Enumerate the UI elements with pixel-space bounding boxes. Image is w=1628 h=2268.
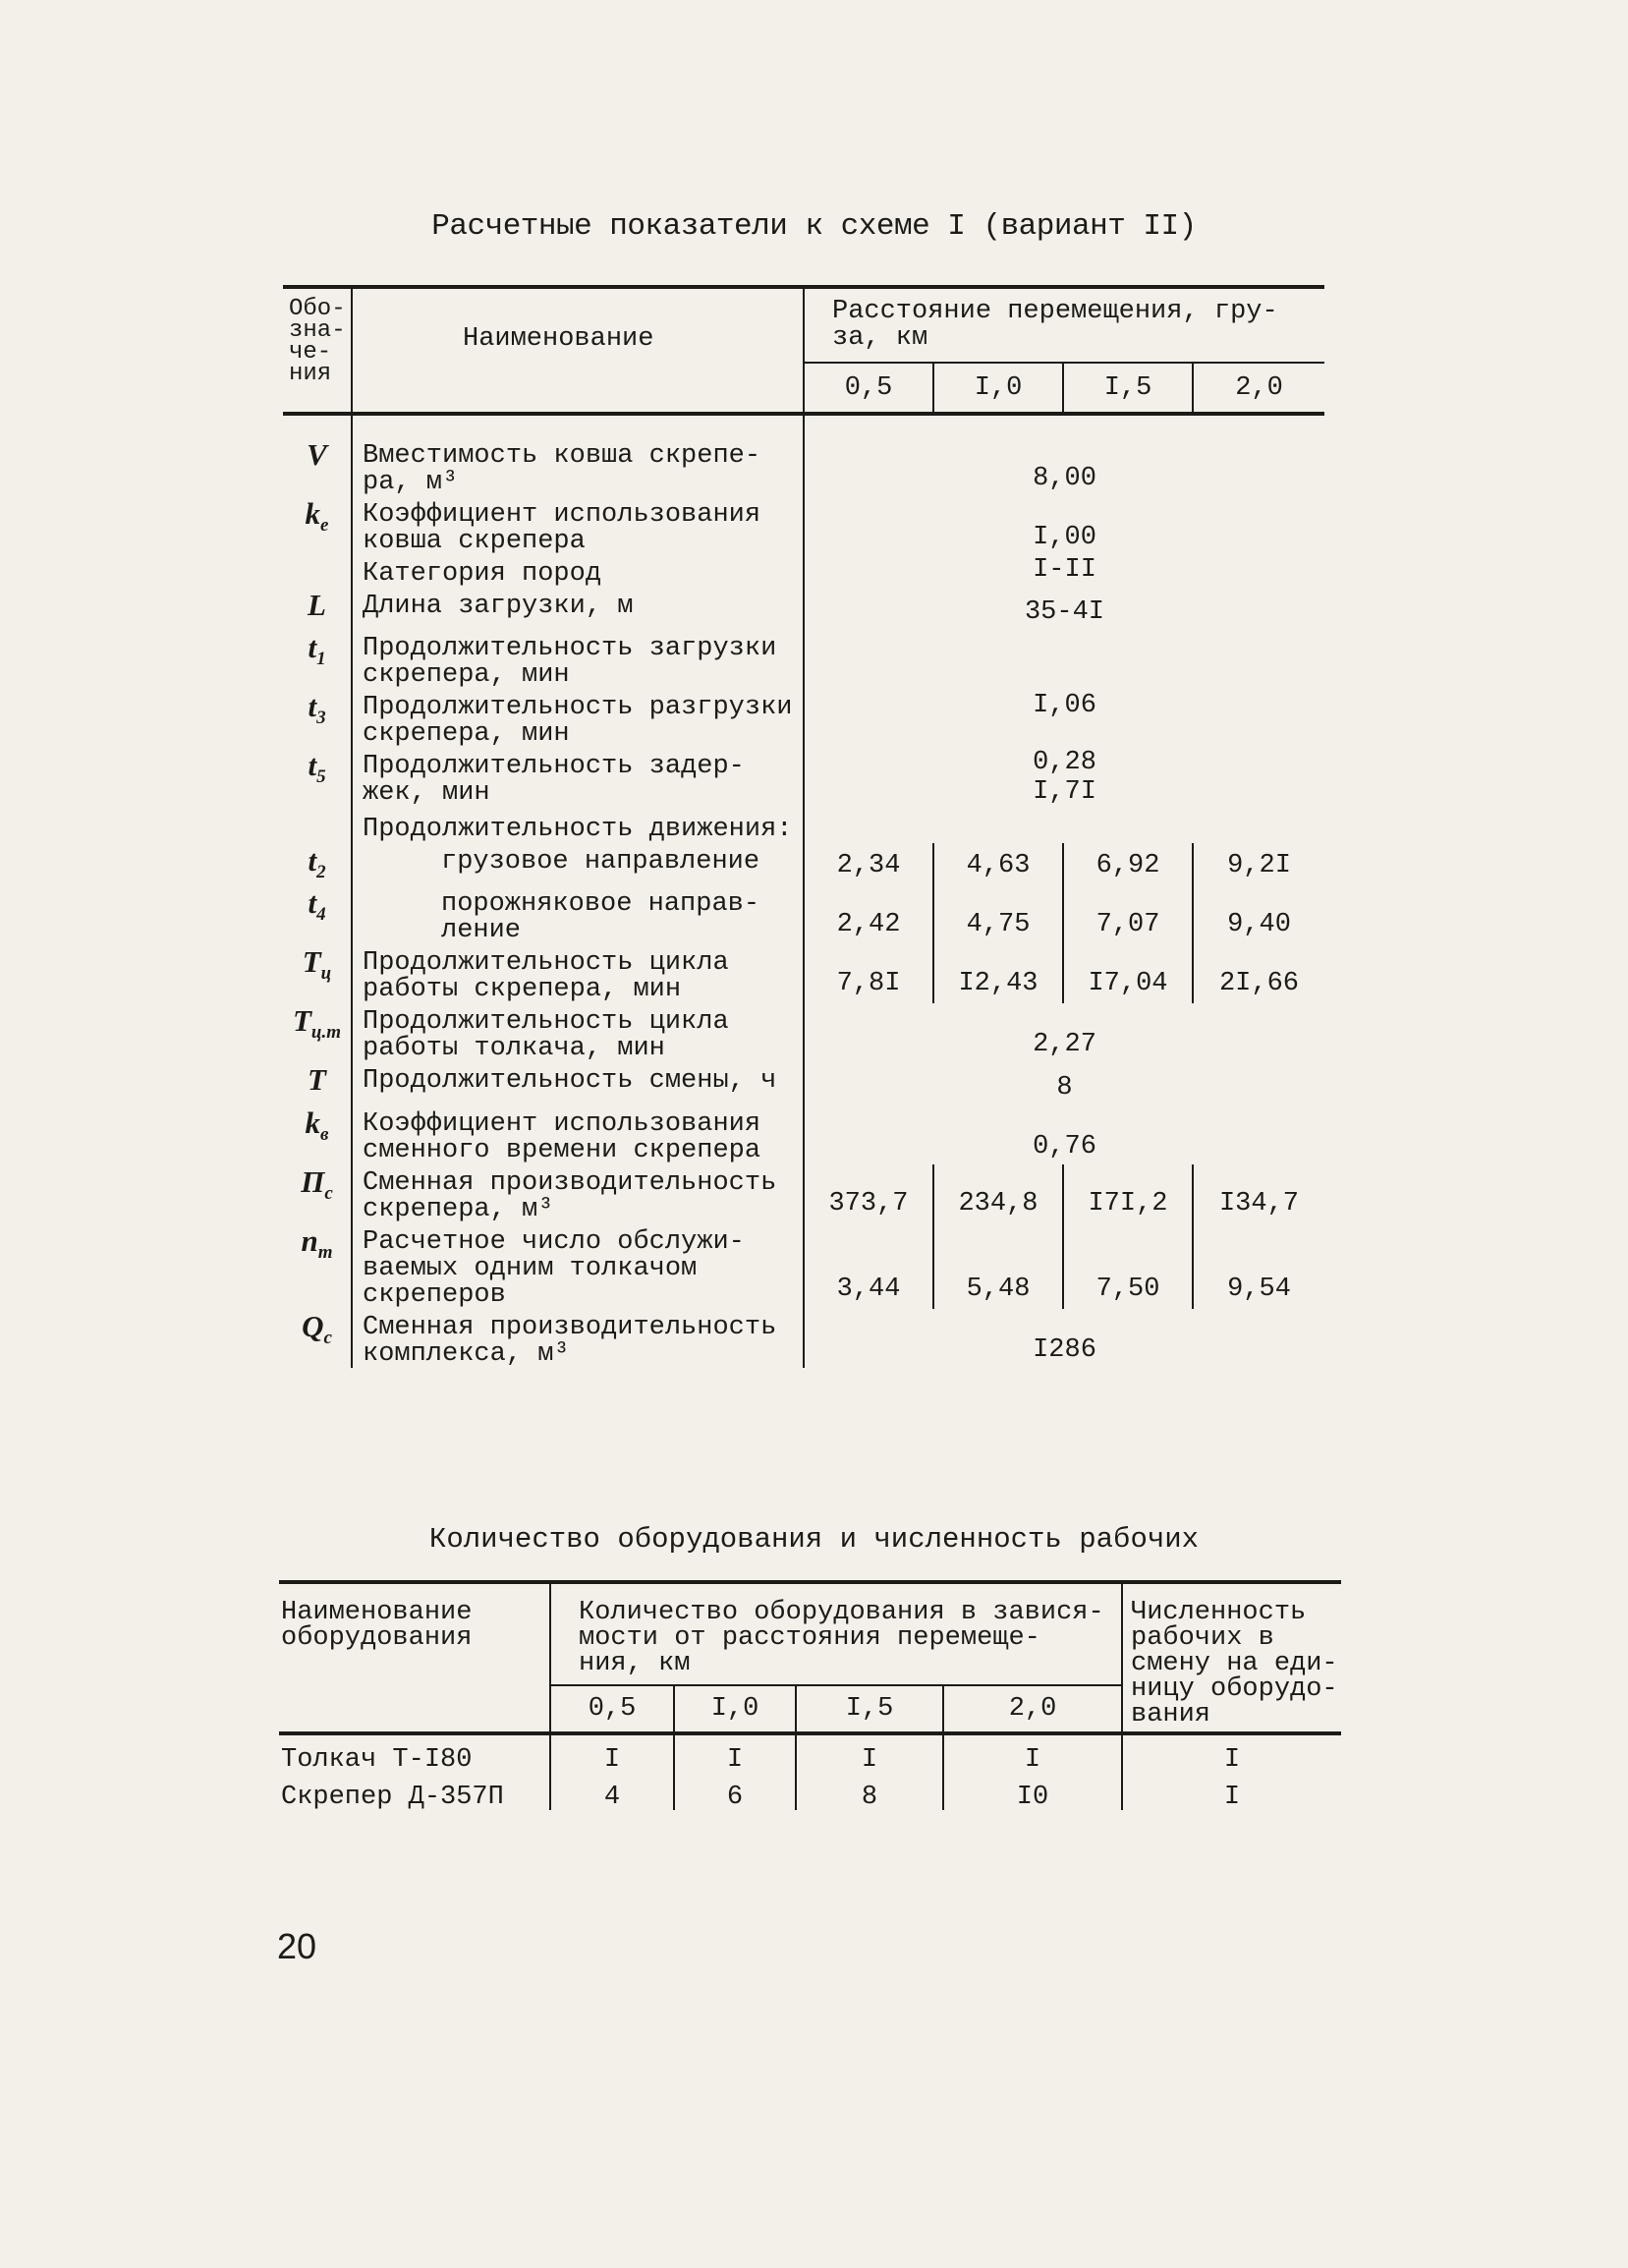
row-name: грузовое направление — [352, 843, 804, 885]
row-name: Вместимость ковша скрепе- ра, м³ — [352, 437, 804, 496]
row-value: 2I,66 — [1193, 944, 1324, 1003]
table-row — [283, 689, 1324, 748]
row-symbol: $t_5$ — [283, 748, 352, 811]
row-symbol — [283, 811, 352, 843]
equipment-count: 6 — [674, 1773, 796, 1810]
row-symbol — [283, 555, 352, 588]
row-value — [804, 630, 1324, 689]
row-value: I,06 — [1033, 691, 1096, 721]
equipment-count: 4 — [603, 1783, 621, 1812]
symbol-header: Обо- зна- че- ния — [283, 287, 352, 414]
equipment-header: Наименование оборудования — [279, 1582, 550, 1733]
row-name: Продолжительность движения: — [352, 811, 804, 843]
table-row — [283, 1223, 1324, 1309]
row-value: 7,07 — [1063, 885, 1193, 944]
table-row — [283, 630, 1324, 689]
row-symbol: $t_2$ — [283, 843, 352, 885]
page-title: Расчетные показатели к схеме I (вариант II) — [431, 209, 1197, 244]
table-row — [279, 1733, 1341, 1773]
name-header: Наименование — [352, 287, 804, 414]
equipment-count: I — [796, 1733, 943, 1773]
equipment-table — [279, 1580, 1341, 1810]
row-value: 5,48 — [933, 1223, 1063, 1309]
row-symbol: $T_{ц.т}$ — [283, 1003, 352, 1062]
row-value: I2,43 — [933, 944, 1063, 1003]
row-value: 373,7 — [828, 1188, 909, 1219]
equipment-count: I0 — [943, 1773, 1122, 1810]
table-row — [283, 555, 1324, 588]
row-value: 6,92 — [1063, 843, 1193, 885]
row-value: 35-4I — [1024, 597, 1104, 628]
page-number: 20 — [277, 1926, 317, 1966]
table-row — [283, 1062, 1324, 1105]
equipment-name: Толкач Т-I80 — [279, 1733, 550, 1773]
row-name: Продолжительность смены, ч — [352, 1062, 804, 1105]
row-symbol: $t_3$ — [283, 689, 352, 748]
spacer-cell — [804, 414, 1324, 437]
table-row — [283, 1003, 1324, 1062]
row-value: 8 — [1056, 1072, 1073, 1103]
row-value: 9,54 — [1193, 1223, 1324, 1309]
row-symbol: V — [283, 437, 352, 496]
row-name: Категория пород — [352, 555, 804, 588]
row-value: 2,34 — [836, 851, 901, 881]
row-value: I286 — [1033, 1334, 1096, 1365]
row-value: I,00 — [1033, 523, 1096, 552]
row-value: I34,7 — [1193, 1164, 1324, 1223]
row-name: Продолжительность цикла работы скрепера, мин — [352, 944, 804, 1003]
table-row — [283, 437, 1324, 496]
crew-header: Численность рабочих в смену на еди- ницу оборудо- вания — [1122, 1582, 1341, 1733]
table-row — [283, 885, 1324, 944]
indicators-table — [283, 285, 1324, 1368]
row-name: Продолжительность разгрузки скрепера, мин — [352, 689, 804, 748]
distance-col-2: I,0 — [674, 1685, 796, 1733]
table-row — [283, 1106, 1324, 1164]
row-name: Сменная производительность скрепера, м³ — [352, 1164, 804, 1223]
row-value: 0,76 — [1033, 1131, 1096, 1162]
quantity-header: Количество оборудования в завися- мости от расстояния перемеще- ния, км — [550, 1582, 1122, 1685]
row-symbol: $t_1$ — [283, 630, 352, 689]
row-symbol: $n_т$ — [283, 1223, 352, 1309]
table-row — [283, 1164, 1324, 1223]
table-row — [283, 811, 1324, 843]
row-value: 3,44 — [836, 1274, 901, 1304]
table-row — [283, 944, 1324, 1003]
equipment-name: Скрепер Д-357П — [279, 1773, 550, 1810]
crew-count: I — [1122, 1733, 1341, 1773]
distance-col-1: 0,5 — [804, 363, 933, 414]
row-value: 8,00 — [1033, 464, 1096, 493]
row-symbol: $Q_с$ — [283, 1309, 352, 1368]
row-name: Сменная производительность комплекса, м³ — [352, 1309, 804, 1368]
equipment-count: 8 — [796, 1773, 943, 1810]
distance-col-3: I,5 — [1063, 363, 1193, 414]
spacer-cell — [352, 414, 804, 437]
row-name: порожняковое направ- ление — [352, 885, 804, 944]
row-value: I7I,2 — [1063, 1164, 1193, 1223]
table-row — [283, 496, 1324, 555]
equipment-count: I — [674, 1733, 796, 1773]
table-row — [283, 588, 1324, 630]
distance-col-3: I,5 — [796, 1685, 943, 1733]
row-name: Продолжительность задер- жек, мин — [352, 748, 804, 811]
row-value: I-II — [1033, 555, 1096, 585]
table-row — [279, 1773, 1341, 1810]
distance-col-4: 2,0 — [1193, 363, 1324, 414]
row-value: 0,28 I,7I — [1033, 748, 1096, 808]
spacer-cell — [283, 414, 352, 437]
row-symbol: $t_4$ — [283, 885, 352, 944]
distance-header: Расстояние перемещения, гру- за, км — [804, 287, 1324, 363]
row-symbol: T — [283, 1062, 352, 1105]
crew-count: I — [1122, 1773, 1341, 1810]
distance-col-4: 2,0 — [943, 1685, 1122, 1733]
row-value: 9,2I — [1193, 843, 1324, 885]
distance-col-2: I,0 — [933, 363, 1063, 414]
row-symbol: L — [283, 588, 352, 630]
row-name: Длина загрузки, м — [352, 588, 804, 630]
equipment-count: I — [943, 1733, 1122, 1773]
distance-col-1: 0,5 — [550, 1685, 674, 1733]
row-symbol: $T_ц$ — [283, 944, 352, 1003]
row-value: 9,40 — [1193, 885, 1324, 944]
row-name: Коэффициент использования сменного времени скрепера — [352, 1106, 804, 1164]
row-symbol: $k_в$ — [283, 1106, 352, 1164]
row-symbol: $k_е$ — [283, 496, 352, 555]
row-value: 4,75 — [933, 885, 1063, 944]
row-value: 2,42 — [836, 910, 901, 940]
row-value: 4,63 — [933, 843, 1063, 885]
row-symbol: $П_с$ — [283, 1164, 352, 1223]
row-name: Продолжительность загрузки скрепера, мин — [352, 630, 804, 689]
row-value: 7,50 — [1063, 1223, 1193, 1309]
row-value: 7,8I — [836, 969, 901, 999]
equipment-count: I — [603, 1745, 621, 1775]
row-value: 2,27 — [1033, 1030, 1096, 1060]
row-name: Продолжительность цикла работы толкача, мин — [352, 1003, 804, 1062]
row-value: I7,04 — [1063, 944, 1193, 1003]
row-value: 234,8 — [933, 1164, 1063, 1223]
row-name: Расчетное число обслужи- ваемых одним толкачом скреперов — [352, 1223, 804, 1309]
table-row — [283, 843, 1324, 885]
equipment-caption: Количество оборудования и численность рабочих — [428, 1523, 1200, 1556]
table-row — [283, 748, 1324, 811]
table-row — [283, 1309, 1324, 1368]
row-value — [804, 811, 1324, 843]
row-name: Коэффициент использования ковша скрепера — [352, 496, 804, 555]
